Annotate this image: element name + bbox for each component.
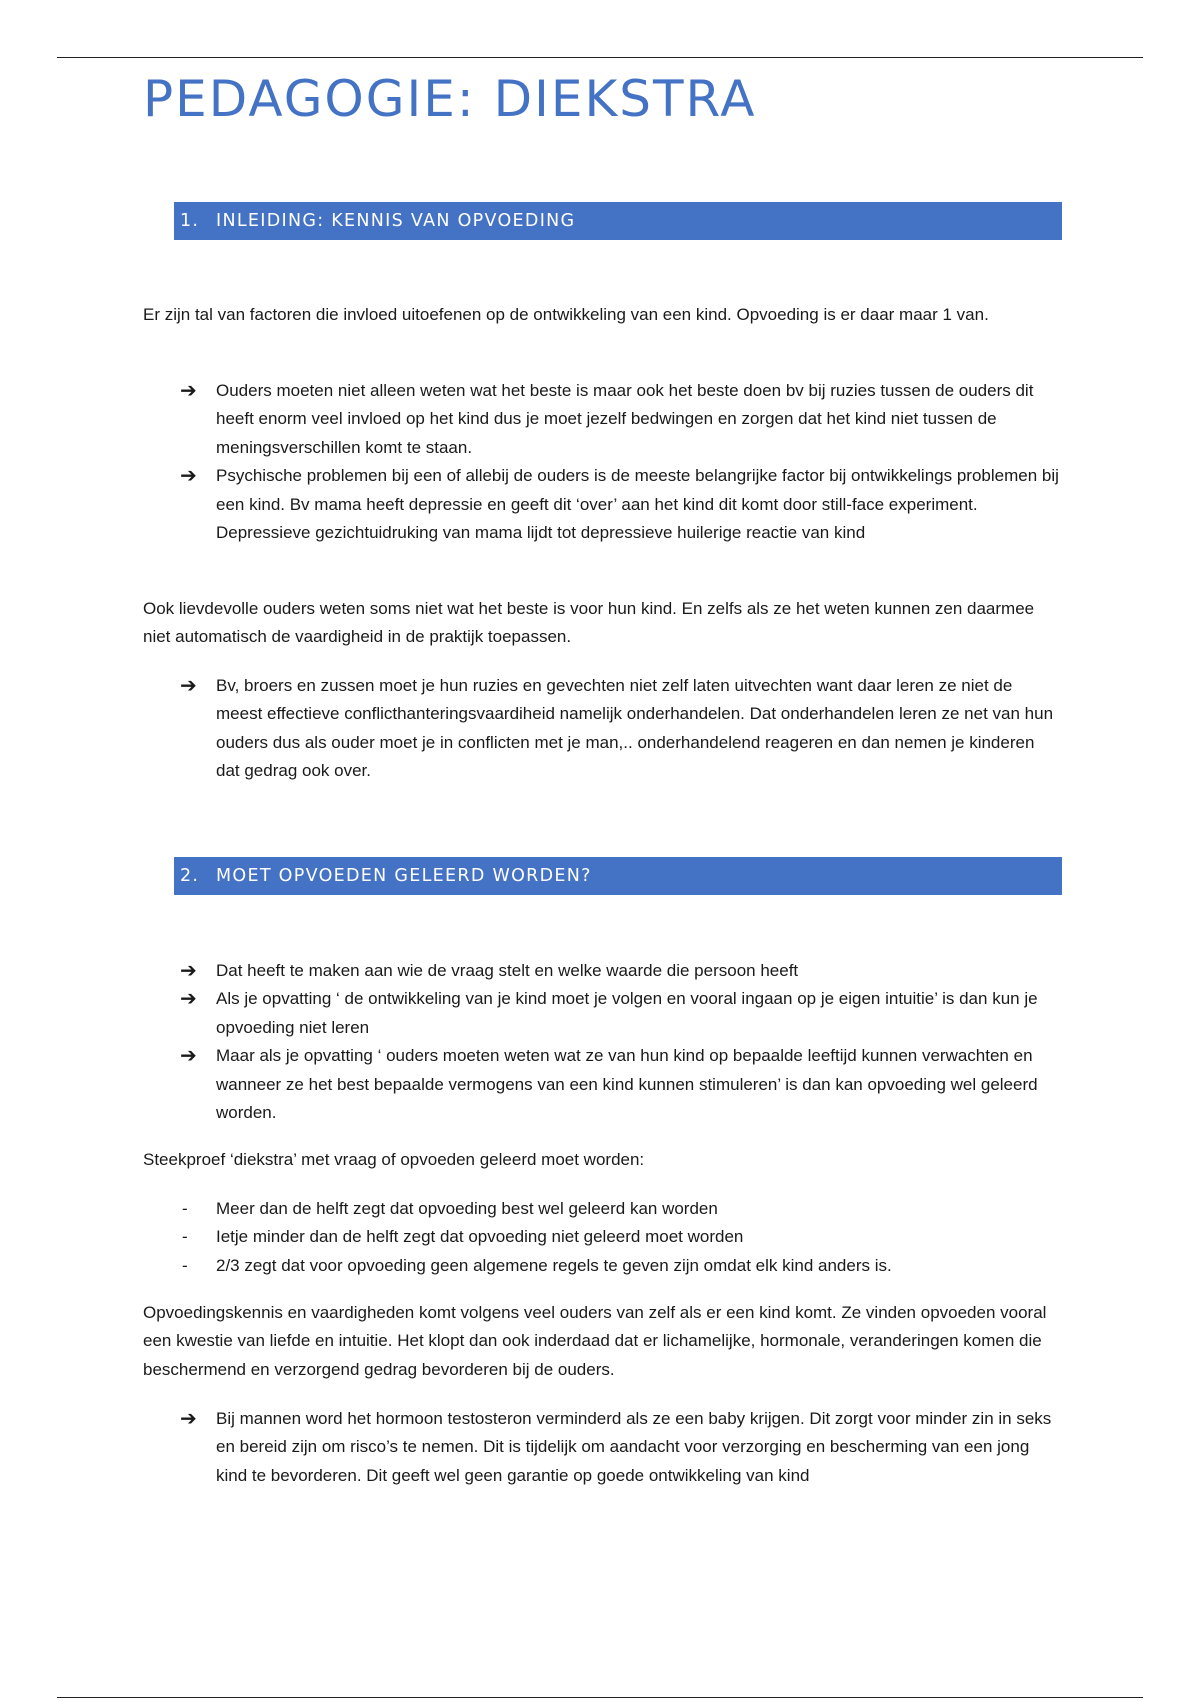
- list-item-text: Bij mannen word het hormoon testosteron verminderd als ze een baby krijgen. Dit zorgt voor minder zin in seks en bereid zijn om risco’s te nemen. Dit is tijdelijk om aandacht voor verzorging en bescherming van een jong kind te bevorderen. Dit geeft wel geen garantie op goede ontwikkeling van kind: [216, 1409, 1052, 1485]
- list-item-text: Maar als je opvatting ‘ ouders moeten weten wat ze van hun kind op bepaalde leeftijd kunnen verwachten en wanneer ze het best bepaalde vermogens van een kind kunnen stimuleren’ is dan kan opvoeding wel geleerd worden.: [216, 1046, 1038, 1123]
- arrow-bullet-icon: ➔: [180, 1408, 197, 1430]
- section-2-arrow-list-2: [180, 1405, 1060, 1490]
- dash-bullet: -: [182, 1199, 188, 1218]
- list-item: [180, 1223, 1060, 1251]
- document-title: PEDAGOGIE: DIEKSTRA: [143, 70, 757, 128]
- dash-bullet: -: [182, 1227, 188, 1247]
- list-item: [180, 1042, 1060, 1127]
- list-item: [180, 1195, 1060, 1223]
- list-item: [180, 672, 1060, 786]
- section-1-arrow-list-2: [180, 672, 1060, 786]
- list-item: [180, 957, 1060, 985]
- section-1-number: 1.: [180, 211, 200, 231]
- list-item-text: Psychische problemen bij een of allebij de ouders is de meeste belangrijke factor bij ontwikkelings problemen bij een kind. Bv mama heeft depressie en geeft dit ‘over’ aan het kind dit komt door still-face experiment. Depressieve gezichtuidruking van mama lijdt tot depressieve huilerige reactie van kind: [216, 466, 1059, 543]
- list-item-text: Bv, broers en zussen moet je hun ruzies en gevechten niet zelf laten uitvechten want daar leren ze niet de meest effectieve conflicthanteringsvaardiheid namelijk onderhandelen. Dat onderhandelen leren ze net van hun ouders dus als ouder moet je in conflicten met je man,.. onderhandelend reageren en dan nemen je kinderen dat gedrag ook over.: [216, 676, 1054, 781]
- section-1-intro: Er zijn tal van factoren die invloed uitoefenen op de ontwikkeling van een kind. Opvoeding is er daar maar 1 van.: [143, 305, 989, 324]
- arrow-bullet-icon: ➔: [180, 675, 197, 697]
- list-item-text: Ouders moeten niet alleen weten wat het beste is maar ook het beste doen bv bij ruzies tussen de ouders dit heeft enorm veel invloed op het kind dus je moet jezelf bedwingen en zorgen dat het kind niet tussen de meningsverschillen komt te staan.: [216, 381, 1034, 457]
- list-item-text: Meer dan de helft zegt dat opvoeding best wel geleerd kan worden: [216, 1199, 718, 1218]
- arrow-bullet-icon: ➔: [180, 988, 197, 1011]
- section-2-dash-list: [180, 1195, 1060, 1280]
- section-1-title: INLEIDING: KENNIS VAN OPVOEDING: [216, 211, 576, 231]
- list-item-text: Dat heeft te maken aan wie de vraag stelt en welke waarde die persoon heeft: [216, 961, 799, 980]
- section-2-title: MOET OPVOEDEN GELEERD WORDEN?: [216, 866, 592, 886]
- top-rule: [57, 57, 1143, 58]
- list-item: [180, 462, 1060, 547]
- list-item: [180, 1405, 1060, 1490]
- list-item-text: Als je opvatting ‘ de ontwikkeling van je kind moet je volgen en vooral ingaan op je eigen intuitie’ is dan kun je opvoeding niet leren: [216, 989, 1038, 1037]
- bottom-rule: [57, 1697, 1143, 1698]
- list-item-text: Ietje minder dan de helft zegt dat opvoeding niet geleerd moet worden: [216, 1227, 744, 1247]
- arrow-bullet-icon: ➔: [180, 960, 197, 982]
- section-1-heading: [174, 202, 1062, 240]
- section-2-paragraph-2: Opvoedingskennis en vaardigheden komt volgens veel ouders van zelf als er een kind komt. Ze vinden opvoeden vooral een kwestie van liefde en intuitie. Het klopt dan ook inderdaad dat er lichamelijke, hormonale, veranderingen komen die beschermend en verzorgend gedrag bevorderen bij de ouders.: [143, 1303, 1047, 1379]
- list-item: [180, 377, 1060, 462]
- list-item: [180, 985, 1060, 1042]
- section-2-number: 2.: [180, 866, 200, 886]
- arrow-bullet-icon: ➔: [180, 380, 197, 402]
- section-2-heading: [174, 857, 1062, 895]
- section-1-arrow-list: [180, 377, 1060, 547]
- list-item: [180, 1252, 1060, 1280]
- section-2-paragraph-1: Steekproef ‘diekstra’ met vraag of opvoeden geleerd moet worden:: [143, 1150, 645, 1169]
- arrow-bullet-icon: ➔: [180, 465, 197, 488]
- section-2-arrow-list: [180, 957, 1060, 1127]
- arrow-bullet-icon: ➔: [180, 1045, 197, 1068]
- list-item-text: 2/3 zegt dat voor opvoeding geen algemene regels te geven zijn omdat elk kind anders is.: [216, 1255, 892, 1275]
- dash-bullet: -: [182, 1255, 188, 1275]
- section-1-paragraph-2: Ook lievdevolle ouders weten soms niet wat het beste is voor hun kind. En zelfs als ze het weten kunnen zen daarmee niet automatisch de vaardigheid in de praktijk toepassen.: [143, 599, 1035, 647]
